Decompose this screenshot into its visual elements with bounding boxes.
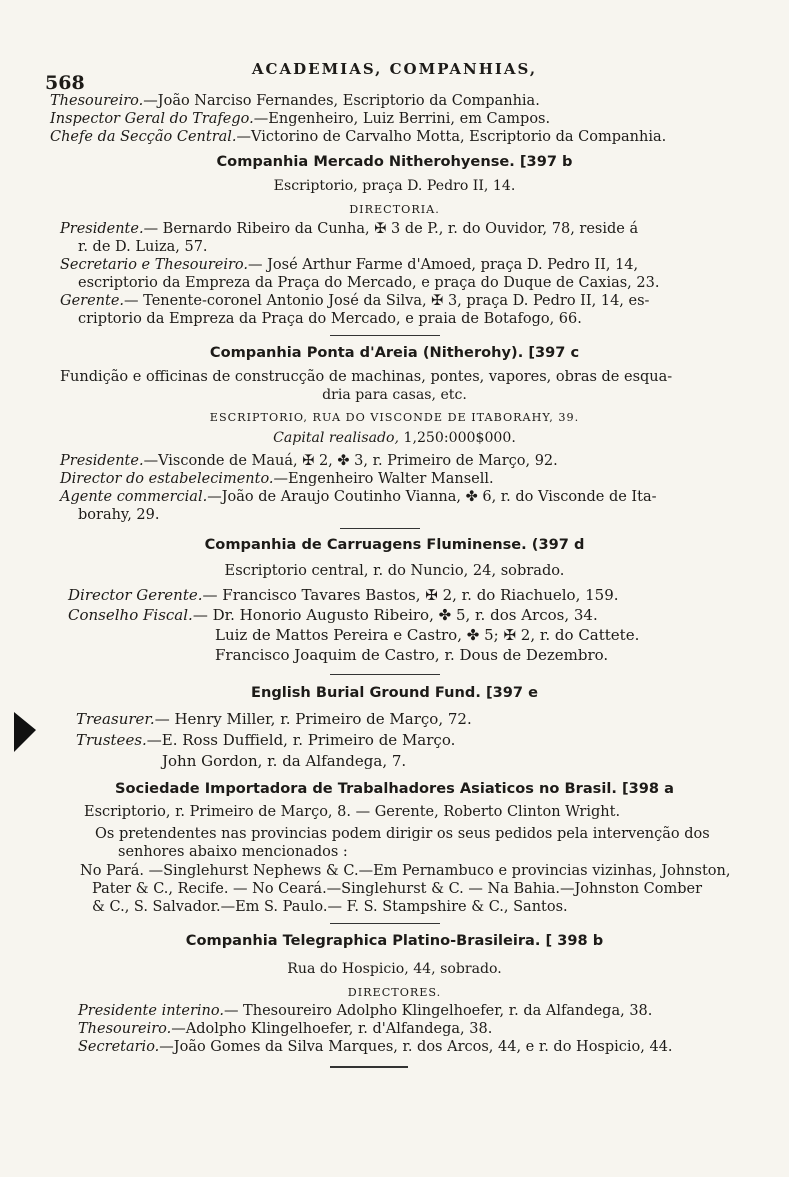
mercado-line-3: Secretario e Thesoureiro.— José Arthur Farme d'Amoed, praça D. Pedro II, 14, [60, 257, 639, 273]
entry-chefe: Chefe da Secção Central.—Victorino de Carvalho Motta, Escriptorio da Companhia. [50, 129, 667, 145]
burial-line-3: John Gordon, r. da Alfandega, 7. [162, 752, 407, 770]
areia-line-3: Presidente.—Visconde de Mauá, ✠ 2, ✤ 3, r. Primeiro de Março, 92. [60, 453, 558, 469]
areia-line-6: borahy, 29. [78, 507, 160, 523]
carruagens-line-1: Director Gerente.— Francisco Tavares Bastos, ✠ 2, r. do Riachuelo, 159. [68, 586, 619, 604]
section-title-asiaticos: Sociedade Importadora de Trabalhadores Asiaticos no Brasil. [398 a [115, 780, 674, 797]
asiaticos-line-6: & C., S. Salvador.—Em S. Paulo.— F. S. Stampshire & C., Santos. [92, 899, 568, 915]
running-header: ACADEMIAS, COMPANHIAS, [251, 60, 538, 78]
divider [340, 528, 420, 529]
section-title-areia: Companhia Ponta d'Areia (Nitherohy). [397 c [209, 344, 580, 361]
end-divider [330, 1066, 408, 1068]
page-number: 568 [45, 72, 85, 94]
section-title-burial: English Burial Ground Fund. [397 e [250, 684, 539, 701]
telegraphica-line-3: Secretario.—João Gomes da Silva Marques, r. dos Arcos, 44, e r. do Hospicio, 44. [78, 1039, 673, 1055]
asiaticos-line-4: No Pará. —Singlehurst Nephews & C.—Em Pernambuco e provincias vizinhas, Johnston, [80, 863, 731, 879]
telegraphica-line-1: Presidente interino.— Thesoureiro Adolpho Klingelhoefer, r. da Alfandega, 38. [78, 1003, 653, 1019]
entry-thesoureiro: Thesoureiro.—João Narciso Fernandes, Escriptorio da Companhia. [50, 93, 540, 109]
mercado-line-4: escriptorio da Empreza da Praça do Mercado, e praça do Duque de Caxias, 23. [78, 275, 660, 291]
areia-line-2: dria para casas, etc. [322, 387, 467, 403]
mercado-line-2: r. de D. Luiza, 57. [78, 239, 208, 255]
areia-capital: Capital realisado, 1,250:000$000. [273, 430, 516, 446]
divider [330, 674, 440, 675]
areia-office: ESCRIPTORIO, RUA DO VISCONDE DE ITABORAHY, 39. [209, 411, 580, 424]
areia-line-1: Fundição e officinas de construcção de machinas, pontes, vapores, obras de esqua- [60, 369, 673, 385]
margin-pointer-icon [14, 712, 36, 752]
section-title-telegraphica: Companhia Telegraphica Platino-Brasileira. [ 398 b [185, 932, 604, 949]
section-title-mercado: Companhia Mercado Nitherohyense. [397 b [216, 153, 573, 170]
asiaticos-line-1: Escriptorio, r. Primeiro de Março, 8. — Gerente, Roberto Clinton Wright. [84, 804, 621, 820]
divider [330, 923, 440, 924]
telegraphica-section-label: DIRECTORES. [347, 986, 442, 999]
burial-line-2: Trustees.—E. Ross Duffield, r. Primeiro de Março. [76, 731, 456, 749]
section-title-carruagens: Companhia de Carruagens Fluminense. (397 d [204, 536, 585, 553]
mercado-line-5: Gerente.— Tenente-coronel Antonio José da Silva, ✠ 3, praça D. Pedro II, 14, es- [60, 293, 650, 309]
asiaticos-line-5: Pater & C., Recife. — No Ceará.—Singlehurst & C. — Na Bahia.—Johnston Comber [92, 881, 703, 897]
mercado-line-6: criptorio da Empreza da Praça do Mercado, e praia de Botafogo, 66. [78, 311, 582, 327]
asiaticos-line-3: senhores abaixo mencionados : [118, 844, 348, 860]
entry-inspector: Inspector Geral do Trafego.—Engenheiro, Luiz Berrini, em Campos. [50, 111, 551, 127]
carruagens-line-3: Luiz de Mattos Pereira e Castro, ✤ 5; ✠ 2, r. do Cattete. [215, 626, 640, 644]
carruagens-office: Escriptorio central, r. do Nuncio, 24, sobrado. [224, 562, 565, 579]
carruagens-line-2: Conselho Fiscal.— Dr. Honorio Augusto Ribeiro, ✤ 5, r. dos Arcos, 34. [68, 606, 598, 624]
burial-line-1: Treasurer.— Henry Miller, r. Primeiro de Março, 72. [76, 710, 472, 728]
telegraphica-line-2: Thesoureiro.—Adolpho Klingelhoefer, r. d'Alfandega, 38. [78, 1021, 493, 1037]
mercado-line-1: Presidente.— Bernardo Ribeiro da Cunha, ✠ 3 de P., r. do Ouvidor, 78, reside á [60, 221, 639, 237]
divider [330, 335, 440, 336]
asiaticos-line-2: Os pretendentes nas provincias podem dirigir os seus pedidos pela intervenção dos [95, 826, 710, 842]
telegraphica-office: Rua do Hospicio, 44, sobrado. [287, 961, 502, 977]
areia-line-5: Agente commercial.—João de Araujo Coutinho Vianna, ✤ 6, r. do Visconde de Ita- [60, 489, 657, 505]
mercado-section-label: DIRECTORIA. [349, 203, 440, 216]
mercado-office: Escriptorio, praça D. Pedro II, 14. [273, 178, 516, 194]
areia-line-4: Director do estabelecimento.—Engenheiro Walter Mansell. [60, 471, 494, 487]
carruagens-line-4: Francisco Joaquim de Castro, r. Dous de Dezembro. [215, 646, 609, 664]
